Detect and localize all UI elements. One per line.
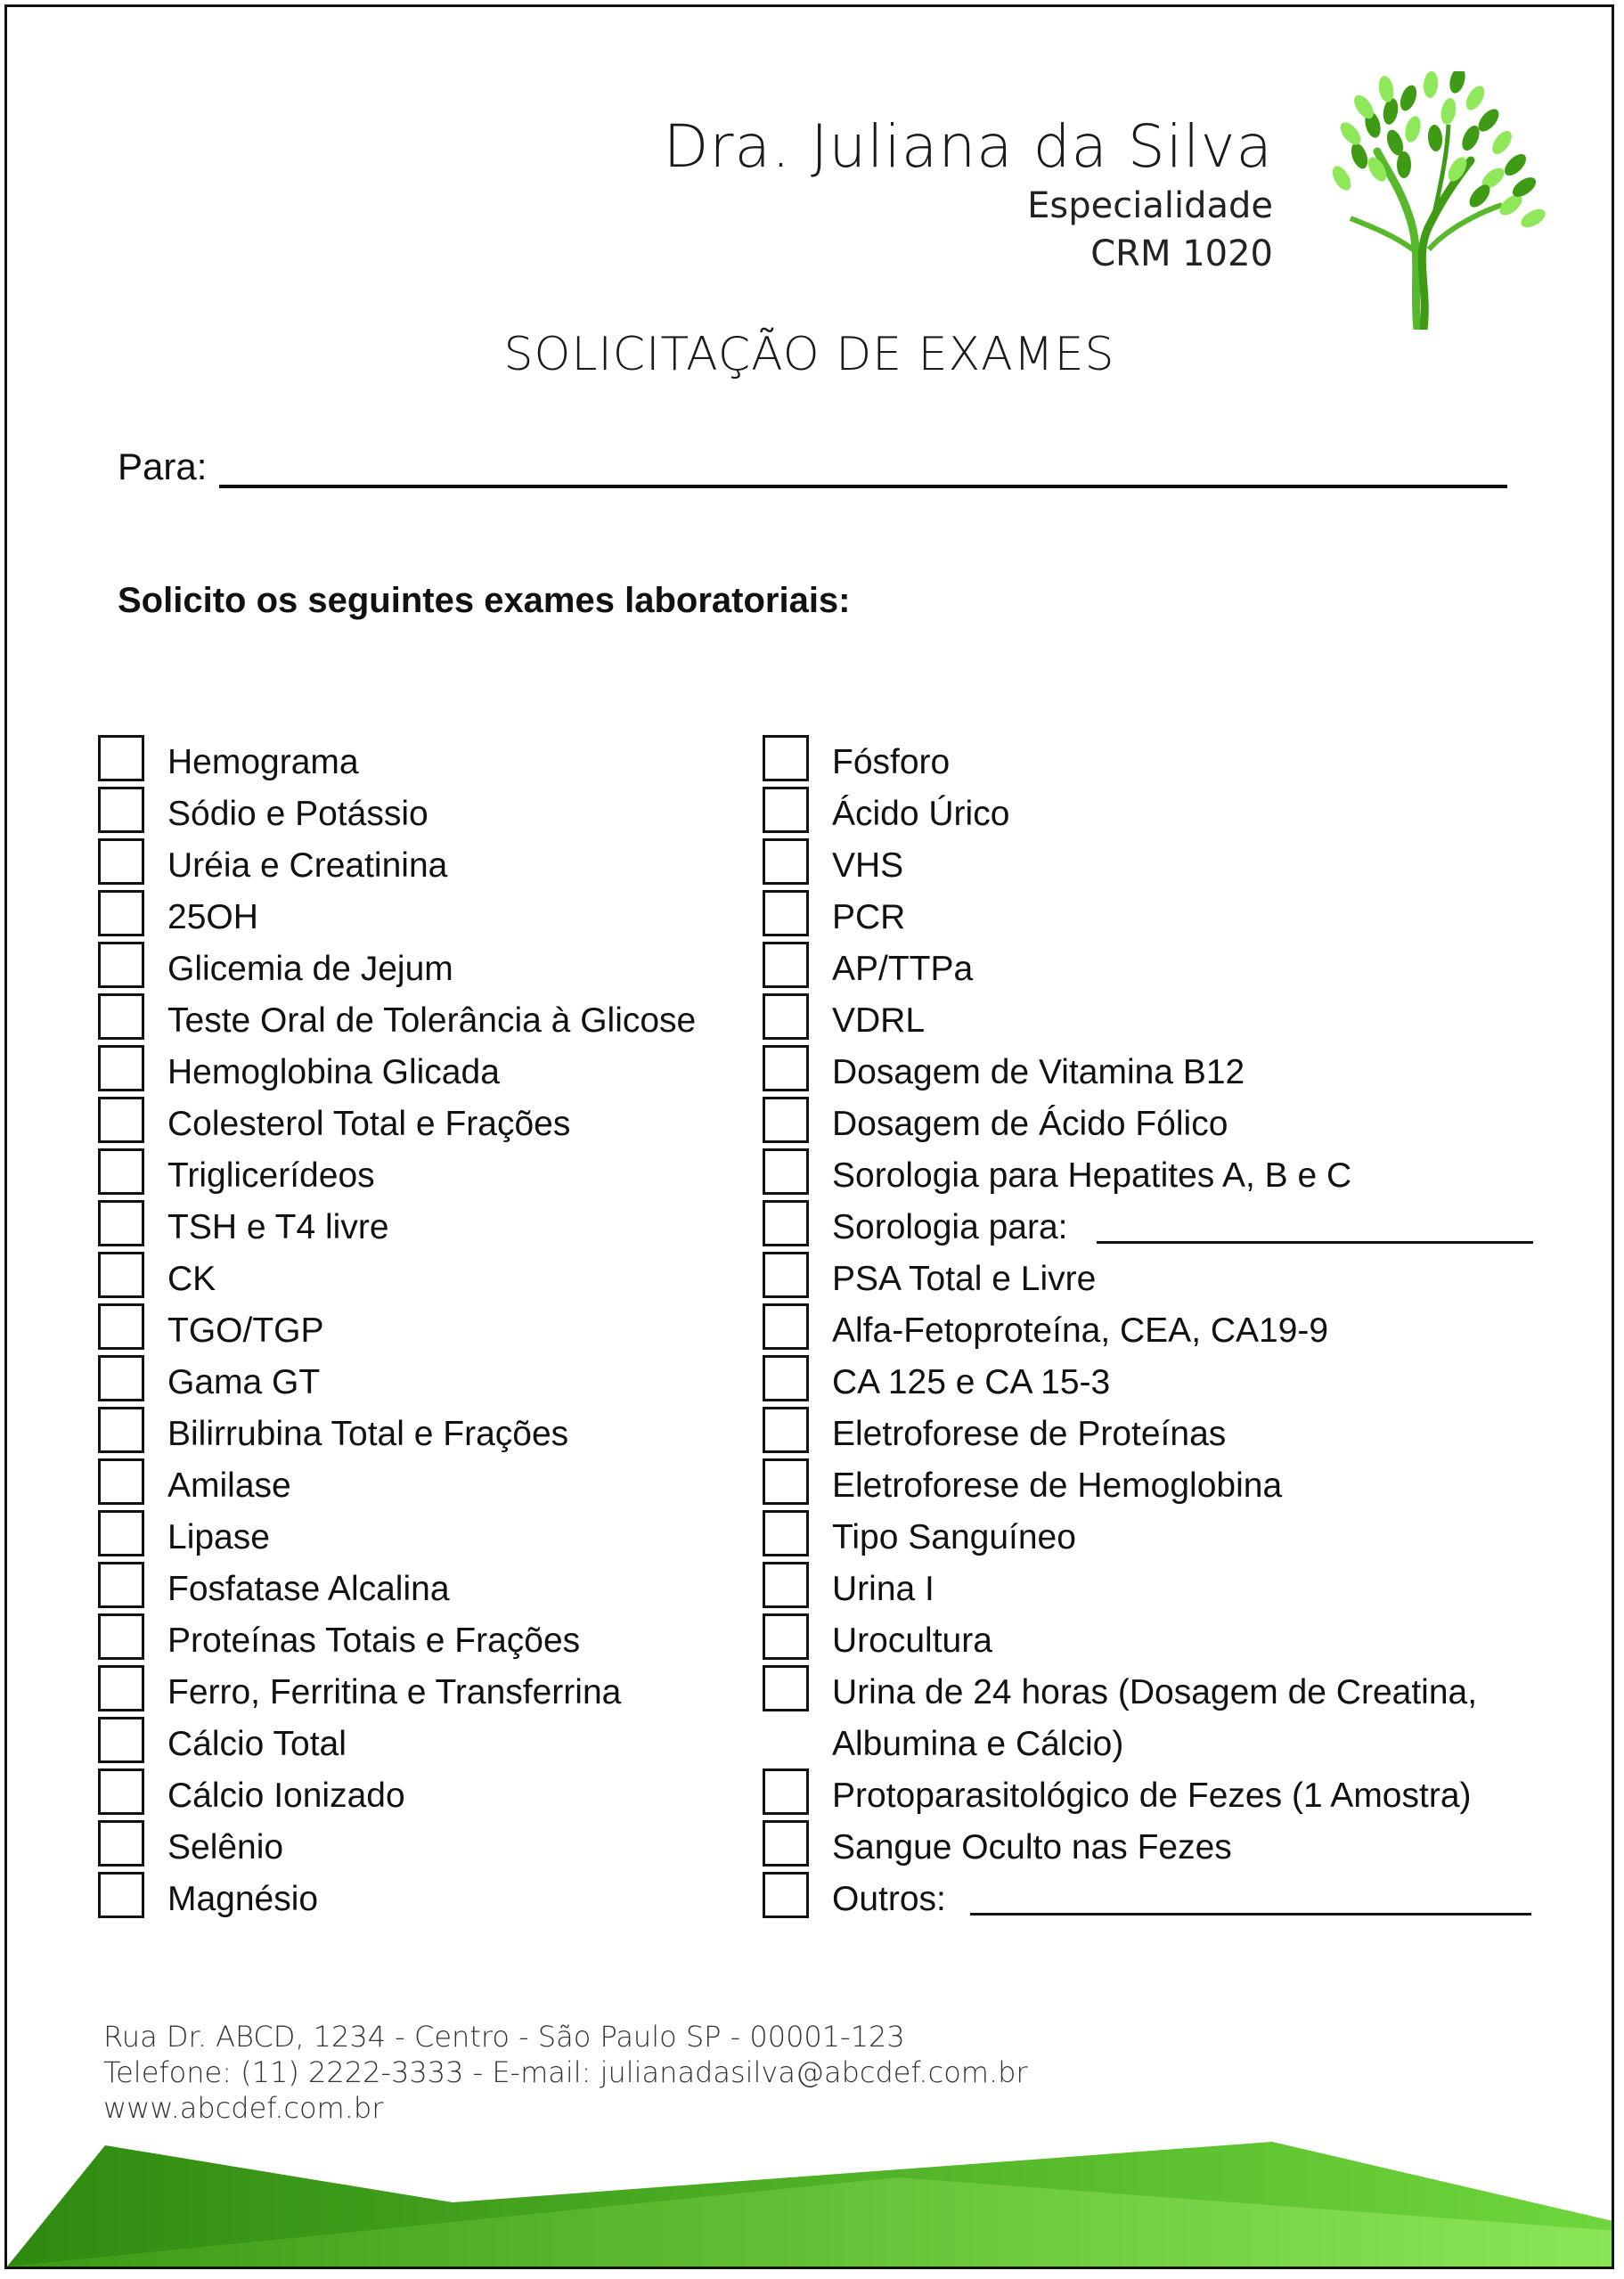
exam-item-sangue-oculto-nas-fezes bbox=[763, 1817, 1546, 1868]
exam-checkbox[interactable] bbox=[98, 942, 144, 988]
exam-checkbox[interactable] bbox=[763, 1097, 809, 1143]
exam-label: Bilirrubina Total e Frações bbox=[167, 1415, 569, 1453]
exam-checkbox[interactable] bbox=[98, 1820, 144, 1866]
exam-item-alfa-fetoproteina-cea-ca19-9 bbox=[763, 1300, 1546, 1352]
exam-checkbox[interactable] bbox=[98, 838, 144, 885]
exam-label: Magnésio bbox=[167, 1880, 319, 1918]
exam-checkbox[interactable] bbox=[763, 735, 809, 781]
exam-item-ck bbox=[98, 1248, 739, 1300]
exam-label: Uréia e Creatinina bbox=[167, 846, 448, 885]
exam-item-ap-ttpa bbox=[763, 938, 1546, 990]
doctor-name: Dra. Juliana da Silva bbox=[663, 112, 1273, 181]
exam-item-protoparasitologico-de-fezes-1-amostra bbox=[763, 1765, 1546, 1817]
exam-label: AP/TTPa bbox=[832, 950, 974, 988]
exam-checkbox[interactable] bbox=[98, 787, 144, 833]
exam-checkbox[interactable] bbox=[98, 1562, 144, 1608]
exam-checkbox[interactable] bbox=[763, 1252, 809, 1298]
footer-green-waves bbox=[7, 2124, 1614, 2267]
exam-item-bilirrubina-total-e-fracoes bbox=[98, 1403, 739, 1455]
exam-checkbox[interactable] bbox=[763, 1820, 809, 1866]
exam-item-ca-125-e-ca-15-3 bbox=[763, 1352, 1546, 1403]
tree-leaf bbox=[1447, 71, 1467, 95]
exam-item-tgo-tgp bbox=[98, 1300, 739, 1352]
exam-checkbox[interactable] bbox=[98, 1613, 144, 1660]
exam-item-pcr bbox=[763, 886, 1546, 938]
exam-checkbox[interactable] bbox=[98, 1768, 144, 1815]
exam-checkbox[interactable] bbox=[98, 1148, 144, 1195]
exam-item-tipo-sanguineo bbox=[763, 1507, 1546, 1558]
exam-checkbox[interactable] bbox=[763, 1768, 809, 1815]
exam-item-tsh-e-t4-livre bbox=[98, 1197, 739, 1248]
exam-label: Urocultura bbox=[832, 1621, 992, 1660]
exam-item-calcio-total bbox=[98, 1713, 739, 1765]
exam-item-dosagem-de-vitamina-b12 bbox=[763, 1041, 1546, 1093]
exam-label: Sorologia para Hepatites A, B e C bbox=[832, 1156, 1352, 1195]
exam-label: VHS bbox=[832, 846, 904, 885]
exam-checkbox[interactable] bbox=[98, 890, 144, 936]
exam-item-gama-gt bbox=[98, 1352, 739, 1403]
doctor-crm: CRM 1020 bbox=[1090, 233, 1273, 274]
exam-item-proteinas-totais-e-fracoes bbox=[98, 1610, 739, 1662]
exam-checkbox[interactable] bbox=[763, 993, 809, 1040]
exam-label: Outros: bbox=[832, 1880, 946, 1918]
exam-label: Protoparasitológico de Fezes (1 Amostra) bbox=[832, 1777, 1472, 1815]
tree-leaf bbox=[1518, 206, 1546, 232]
exam-label: Dosagem de Ácido Fólico bbox=[832, 1105, 1228, 1143]
para-label: Para: bbox=[118, 445, 208, 487]
exam-label: Cálcio Ionizado bbox=[167, 1777, 405, 1815]
exam-label: Sorologia para: bbox=[832, 1208, 1068, 1246]
tree-leaves-icon bbox=[1324, 71, 1546, 330]
exam-label: PCR bbox=[832, 898, 906, 936]
tree-leaf bbox=[1463, 83, 1489, 113]
footer-address: Rua Dr. ABCD, 1234 - Centro - São Paulo SP - 00001-123 bbox=[103, 2020, 905, 2054]
exam-checkbox[interactable] bbox=[98, 1303, 144, 1350]
exam-item-teste-oral-de-tolerancia-a-glicose bbox=[98, 990, 739, 1041]
exam-checkbox[interactable] bbox=[98, 1252, 144, 1298]
exam-checkbox[interactable] bbox=[98, 1407, 144, 1453]
exam-item-hemoglobina-glicada bbox=[98, 1041, 739, 1093]
exam-item-glicemia-de-jejum bbox=[98, 938, 739, 990]
tree-leaf bbox=[1402, 114, 1423, 143]
exam-checkbox[interactable] bbox=[763, 1200, 809, 1246]
exam-checkbox[interactable] bbox=[763, 787, 809, 833]
exam-item-eletroforese-de-proteinas bbox=[763, 1403, 1546, 1455]
exam-label: Gama GT bbox=[167, 1363, 321, 1401]
exam-item-fosfatase-alcalina bbox=[98, 1558, 739, 1610]
exam-label: Proteínas Totais e Frações bbox=[167, 1621, 581, 1660]
exam-label: PSA Total e Livre bbox=[832, 1260, 1097, 1298]
exam-checkbox[interactable] bbox=[98, 735, 144, 781]
exam-checkbox[interactable] bbox=[763, 838, 809, 885]
exam-checkbox[interactable] bbox=[763, 1562, 809, 1608]
exam-label: Teste Oral de Tolerância à Glicose bbox=[167, 1001, 697, 1040]
exam-label: Colesterol Total e Frações bbox=[167, 1105, 571, 1143]
exam-item-vdrl bbox=[763, 990, 1546, 1041]
exam-label: Cálcio Total bbox=[167, 1725, 347, 1763]
exam-label: Fosfatase Alcalina bbox=[167, 1570, 450, 1608]
exam-item-urina-de-24-horas-dosagem-de-creatina-al bbox=[763, 1662, 1546, 1765]
exam-label: Lipase bbox=[167, 1518, 270, 1556]
footer-contact bbox=[103, 2019, 1028, 2126]
exam-label: Tipo Sanguíneo bbox=[832, 1518, 1076, 1556]
exam-item-amilase bbox=[98, 1455, 739, 1507]
sorologia-input-line[interactable] bbox=[1097, 1241, 1533, 1244]
exam-checkbox[interactable] bbox=[763, 1148, 809, 1195]
exam-list-left bbox=[98, 731, 739, 1920]
exam-label: Alfa-Fetoproteína, CEA, CA19-9 bbox=[832, 1311, 1329, 1350]
exam-label: Amilase bbox=[167, 1466, 291, 1505]
exam-label: 25OH bbox=[167, 898, 258, 936]
exam-label: Ácido Úrico bbox=[832, 795, 1010, 833]
footer-website[interactable]: www.abcdef.com.br bbox=[103, 2091, 384, 2125]
exam-checkbox[interactable] bbox=[98, 993, 144, 1040]
exam-label: Eletroforese de Proteínas bbox=[832, 1415, 1227, 1453]
exam-request-form bbox=[4, 4, 1614, 2269]
tree-leaf bbox=[1501, 151, 1530, 180]
exam-checkbox[interactable] bbox=[763, 1407, 809, 1453]
exam-checkbox[interactable] bbox=[763, 1872, 809, 1918]
exam-item-magnesio bbox=[98, 1868, 739, 1920]
exam-checkbox[interactable] bbox=[98, 1355, 144, 1401]
exam-checkbox[interactable] bbox=[98, 1717, 144, 1763]
exam-label: CA 125 e CA 15-3 bbox=[832, 1363, 1111, 1401]
tree-leaf bbox=[1423, 71, 1440, 99]
exam-item-outros bbox=[763, 1868, 1546, 1920]
exam-item-acido-urico bbox=[763, 783, 1546, 835]
exam-checkbox[interactable] bbox=[763, 890, 809, 936]
exam-checkbox[interactable] bbox=[763, 1458, 809, 1505]
exam-checkbox[interactable] bbox=[763, 1303, 809, 1350]
para-row bbox=[118, 445, 1507, 499]
exam-item-selenio bbox=[98, 1817, 739, 1868]
tree-leaf bbox=[1440, 97, 1458, 126]
exam-label: Ferro, Ferritina e Transferrina bbox=[167, 1673, 622, 1711]
tree-leaf bbox=[1329, 163, 1355, 193]
exam-item-hemograma bbox=[98, 731, 739, 783]
exam-label: Urina de 24 horas (Dosagem de Creatina, Albumina e Cálcio) bbox=[832, 1673, 1478, 1763]
exam-checkbox[interactable] bbox=[98, 1097, 144, 1143]
exam-label: TSH e T4 livre bbox=[167, 1208, 389, 1246]
exam-checkbox[interactable] bbox=[763, 1355, 809, 1401]
outros-input-line[interactable] bbox=[970, 1913, 1531, 1916]
exam-checkbox[interactable] bbox=[98, 1458, 144, 1505]
exam-item-urina-i bbox=[763, 1558, 1546, 1610]
exam-item-25oh bbox=[98, 886, 739, 938]
exam-checkbox[interactable] bbox=[763, 1045, 809, 1091]
exam-checkbox[interactable] bbox=[763, 1510, 809, 1556]
exam-label: Fósforo bbox=[832, 743, 951, 781]
exam-item-triglicerideos bbox=[98, 1145, 739, 1197]
intro-text: Solicito os seguintes exames laboratoriais: bbox=[118, 581, 851, 620]
exam-item-urocultura bbox=[763, 1610, 1546, 1662]
exam-label: Selênio bbox=[167, 1828, 284, 1866]
footer-contact-line: Telefone: (11) 2222-3333 - E-mail: julianadasilva@abcdef.com.br bbox=[103, 2055, 1028, 2089]
tree-leaf bbox=[1348, 141, 1370, 171]
exam-item-colesterol-total-e-fracoes bbox=[98, 1093, 739, 1145]
exam-item-vhs bbox=[763, 835, 1546, 886]
exam-item-sodio-e-potassio bbox=[98, 783, 739, 835]
tree-leaf bbox=[1382, 97, 1400, 126]
exam-label: Sangue Oculto nas Fezes bbox=[832, 1828, 1232, 1866]
exam-item-psa-total-e-livre bbox=[763, 1248, 1546, 1300]
exam-item-lipase bbox=[98, 1507, 739, 1558]
doctor-specialty: Especialidade bbox=[1027, 185, 1273, 226]
exam-label: Triglicerídeos bbox=[167, 1156, 375, 1195]
exam-checkbox[interactable] bbox=[98, 1510, 144, 1556]
tree-leaf bbox=[1397, 83, 1419, 113]
para-input-line[interactable] bbox=[219, 485, 1507, 488]
exam-item-ureia-e-creatinina bbox=[98, 835, 739, 886]
tree-leaf bbox=[1336, 118, 1365, 148]
exam-checkbox[interactable] bbox=[98, 1045, 144, 1091]
exam-item-eletroforese-de-hemoglobina bbox=[763, 1455, 1546, 1507]
tree-leaf bbox=[1427, 124, 1444, 151]
exam-checkbox[interactable] bbox=[98, 1200, 144, 1246]
exam-checkbox[interactable] bbox=[763, 1665, 809, 1711]
exam-label: Dosagem de Vitamina B12 bbox=[832, 1053, 1245, 1091]
exam-item-fosforo bbox=[763, 731, 1546, 783]
exam-label: Sódio e Potássio bbox=[167, 795, 428, 833]
exam-label: VDRL bbox=[832, 1001, 926, 1040]
exam-label: Hemograma bbox=[167, 743, 359, 781]
exam-item-calcio-ionizado bbox=[98, 1765, 739, 1817]
exam-item-sorologia-para-hepatites-a-b-e-c bbox=[763, 1145, 1546, 1197]
exam-label: Hemoglobina Glicada bbox=[167, 1053, 500, 1091]
exam-label: Urina I bbox=[832, 1570, 934, 1608]
exam-checkbox[interactable] bbox=[763, 942, 809, 988]
exam-item-ferro-ferritina-e-transferrina bbox=[98, 1662, 739, 1713]
exam-checkbox[interactable] bbox=[763, 1613, 809, 1660]
exam-checkbox[interactable] bbox=[98, 1665, 144, 1711]
exam-list-right bbox=[763, 731, 1546, 1920]
exam-checkbox[interactable] bbox=[98, 1872, 144, 1918]
exam-label: Glicemia de Jejum bbox=[167, 950, 453, 988]
exam-label: Eletroforese de Hemoglobina bbox=[832, 1466, 1283, 1505]
tree-leaf bbox=[1397, 151, 1411, 178]
exam-label: CK bbox=[167, 1260, 216, 1298]
exam-item-dosagem-de-acido-folico bbox=[763, 1093, 1546, 1145]
exam-item-sorologia-para bbox=[763, 1197, 1546, 1248]
form-title: SOLICITAÇÃO DE EXAMES bbox=[503, 328, 1115, 381]
tree-leaf bbox=[1489, 127, 1515, 158]
exam-label: TGO/TGP bbox=[167, 1311, 324, 1350]
